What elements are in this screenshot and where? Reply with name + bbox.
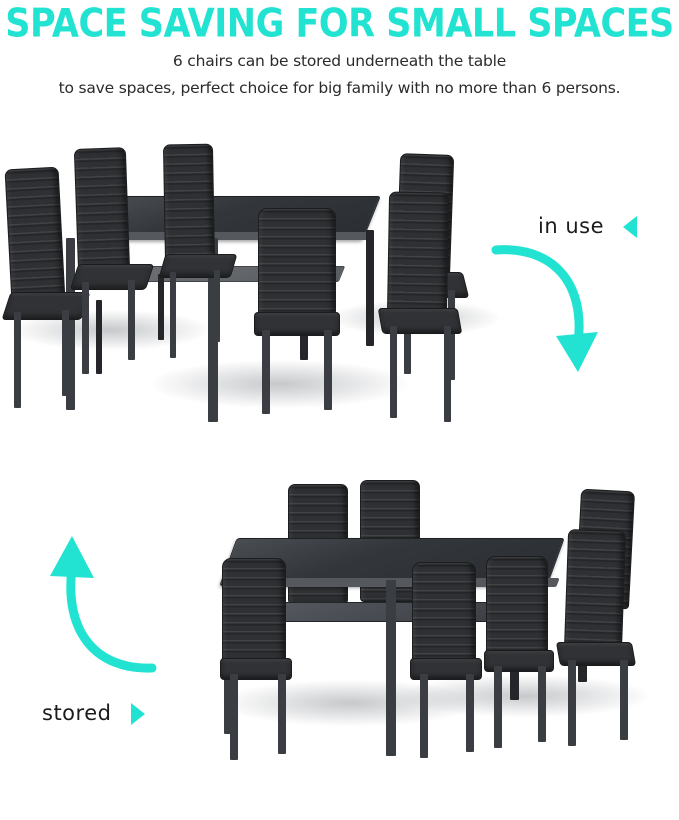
chair-leg <box>230 674 238 760</box>
chair-backrest <box>564 529 626 653</box>
chair-leg <box>620 660 628 740</box>
triangle-left-icon <box>623 216 637 238</box>
chair-leg <box>538 666 546 742</box>
chair-backrest <box>387 191 449 318</box>
chair-leg <box>158 274 164 340</box>
page-title: SPACE SAVING FOR SMALL SPACES <box>5 2 674 47</box>
chair-leg <box>14 312 21 408</box>
chair-leg <box>568 660 576 746</box>
chair-leg <box>444 326 451 422</box>
chair-leg <box>324 330 332 410</box>
chair-backrest <box>163 144 215 265</box>
chair-leg <box>96 300 102 374</box>
scene-in-use <box>0 120 520 450</box>
chair-backrest <box>412 562 476 668</box>
chair-backrest <box>5 167 66 304</box>
chair-leg <box>62 310 69 396</box>
arrow-up-icon <box>44 528 164 678</box>
chair-backrest <box>74 147 130 275</box>
triangle-right-icon <box>131 703 145 725</box>
chair-backrest <box>486 556 548 660</box>
chair-leg <box>170 272 176 358</box>
arrow-down-icon <box>490 240 610 390</box>
chair-leg <box>466 674 474 752</box>
chair-leg <box>214 270 220 342</box>
table-leg <box>386 580 396 756</box>
chair-backrest <box>222 558 286 668</box>
floor-shadow <box>150 360 410 408</box>
chair-leg <box>128 280 135 360</box>
chair-backrest <box>258 208 336 320</box>
floor-shadow <box>400 675 650 717</box>
table-leg <box>366 230 374 346</box>
chair-leg <box>262 330 270 414</box>
subtitle-line-1: 6 chairs can be stored underneath the table <box>172 52 507 70</box>
subtitle-line-2: to save spaces, perfect choice for big family with no more than 6 persons. <box>58 79 621 97</box>
scene-stored <box>180 450 679 810</box>
chair-leg <box>420 674 428 758</box>
label-stored: stored <box>42 701 112 725</box>
label-in-use: in use <box>538 214 604 238</box>
chair-leg <box>390 326 397 418</box>
chair-leg <box>278 674 286 754</box>
chair-leg <box>494 666 502 748</box>
chair-leg <box>82 282 89 374</box>
